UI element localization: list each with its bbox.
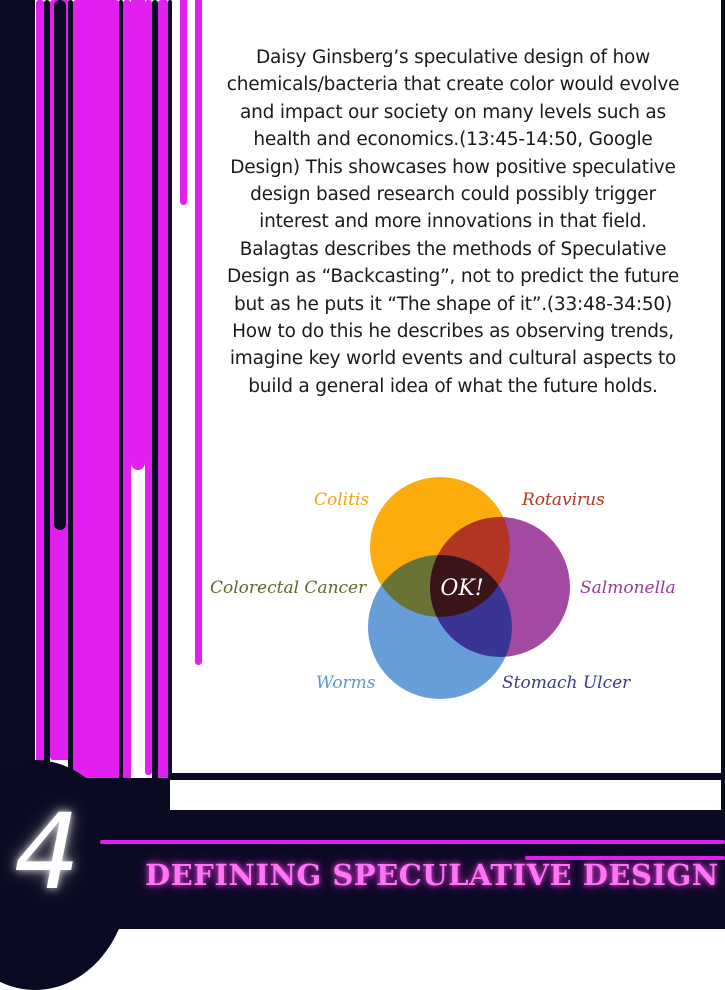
right-border [721,0,725,810]
decor-stripe [145,0,152,775]
venn-center-label: OK! [440,576,484,601]
footer-magenta-line [100,840,725,844]
decor-stripe [131,0,145,470]
venn-diagram [200,472,690,702]
decor-stripe [54,0,66,530]
venn-label-colorectal-cancer: Colorectal Cancer [210,578,367,598]
body-paragraph: Daisy Ginsberg’s speculative design of how chemicals/bacteria that create color would evolve and impact our society on many levels such as health and economics.(13:45-14:50, Google Design) This showcases how positive speculative design based research could possibly trigger interest and more innovations in that field. Balagtas describes the methods of Speculative Design as “Backcasting”, not to predict the future but as he puts it “The shape of it”.(33:48-34:50) How to do this he describes as observing trends, imagine key world events and cultural aspects to build a general idea of what the future holds. [226,47,680,397]
decor-stripe [36,0,44,770]
footer-title: DEFINING SPECULATIVE DESIGN [145,858,719,892]
venn-label-salmonella: Salmonella [580,578,676,598]
footer-white-gap [170,780,721,810]
footer-dark-line [170,773,725,778]
venn-label-worms: Worms [316,673,376,693]
venn-label-colitis: Colitis [314,490,370,510]
decor-stripe [123,0,131,835]
decor-stripe [168,0,172,790]
venn-label-rotavirus: Rotavirus [522,490,605,510]
decor-stripe [158,0,168,835]
venn-label-stomach-ulcer: Stomach Ulcer [502,673,631,693]
decor-stripe [180,0,187,205]
page-number: 4 [14,791,81,913]
decor-stripe [73,0,119,790]
